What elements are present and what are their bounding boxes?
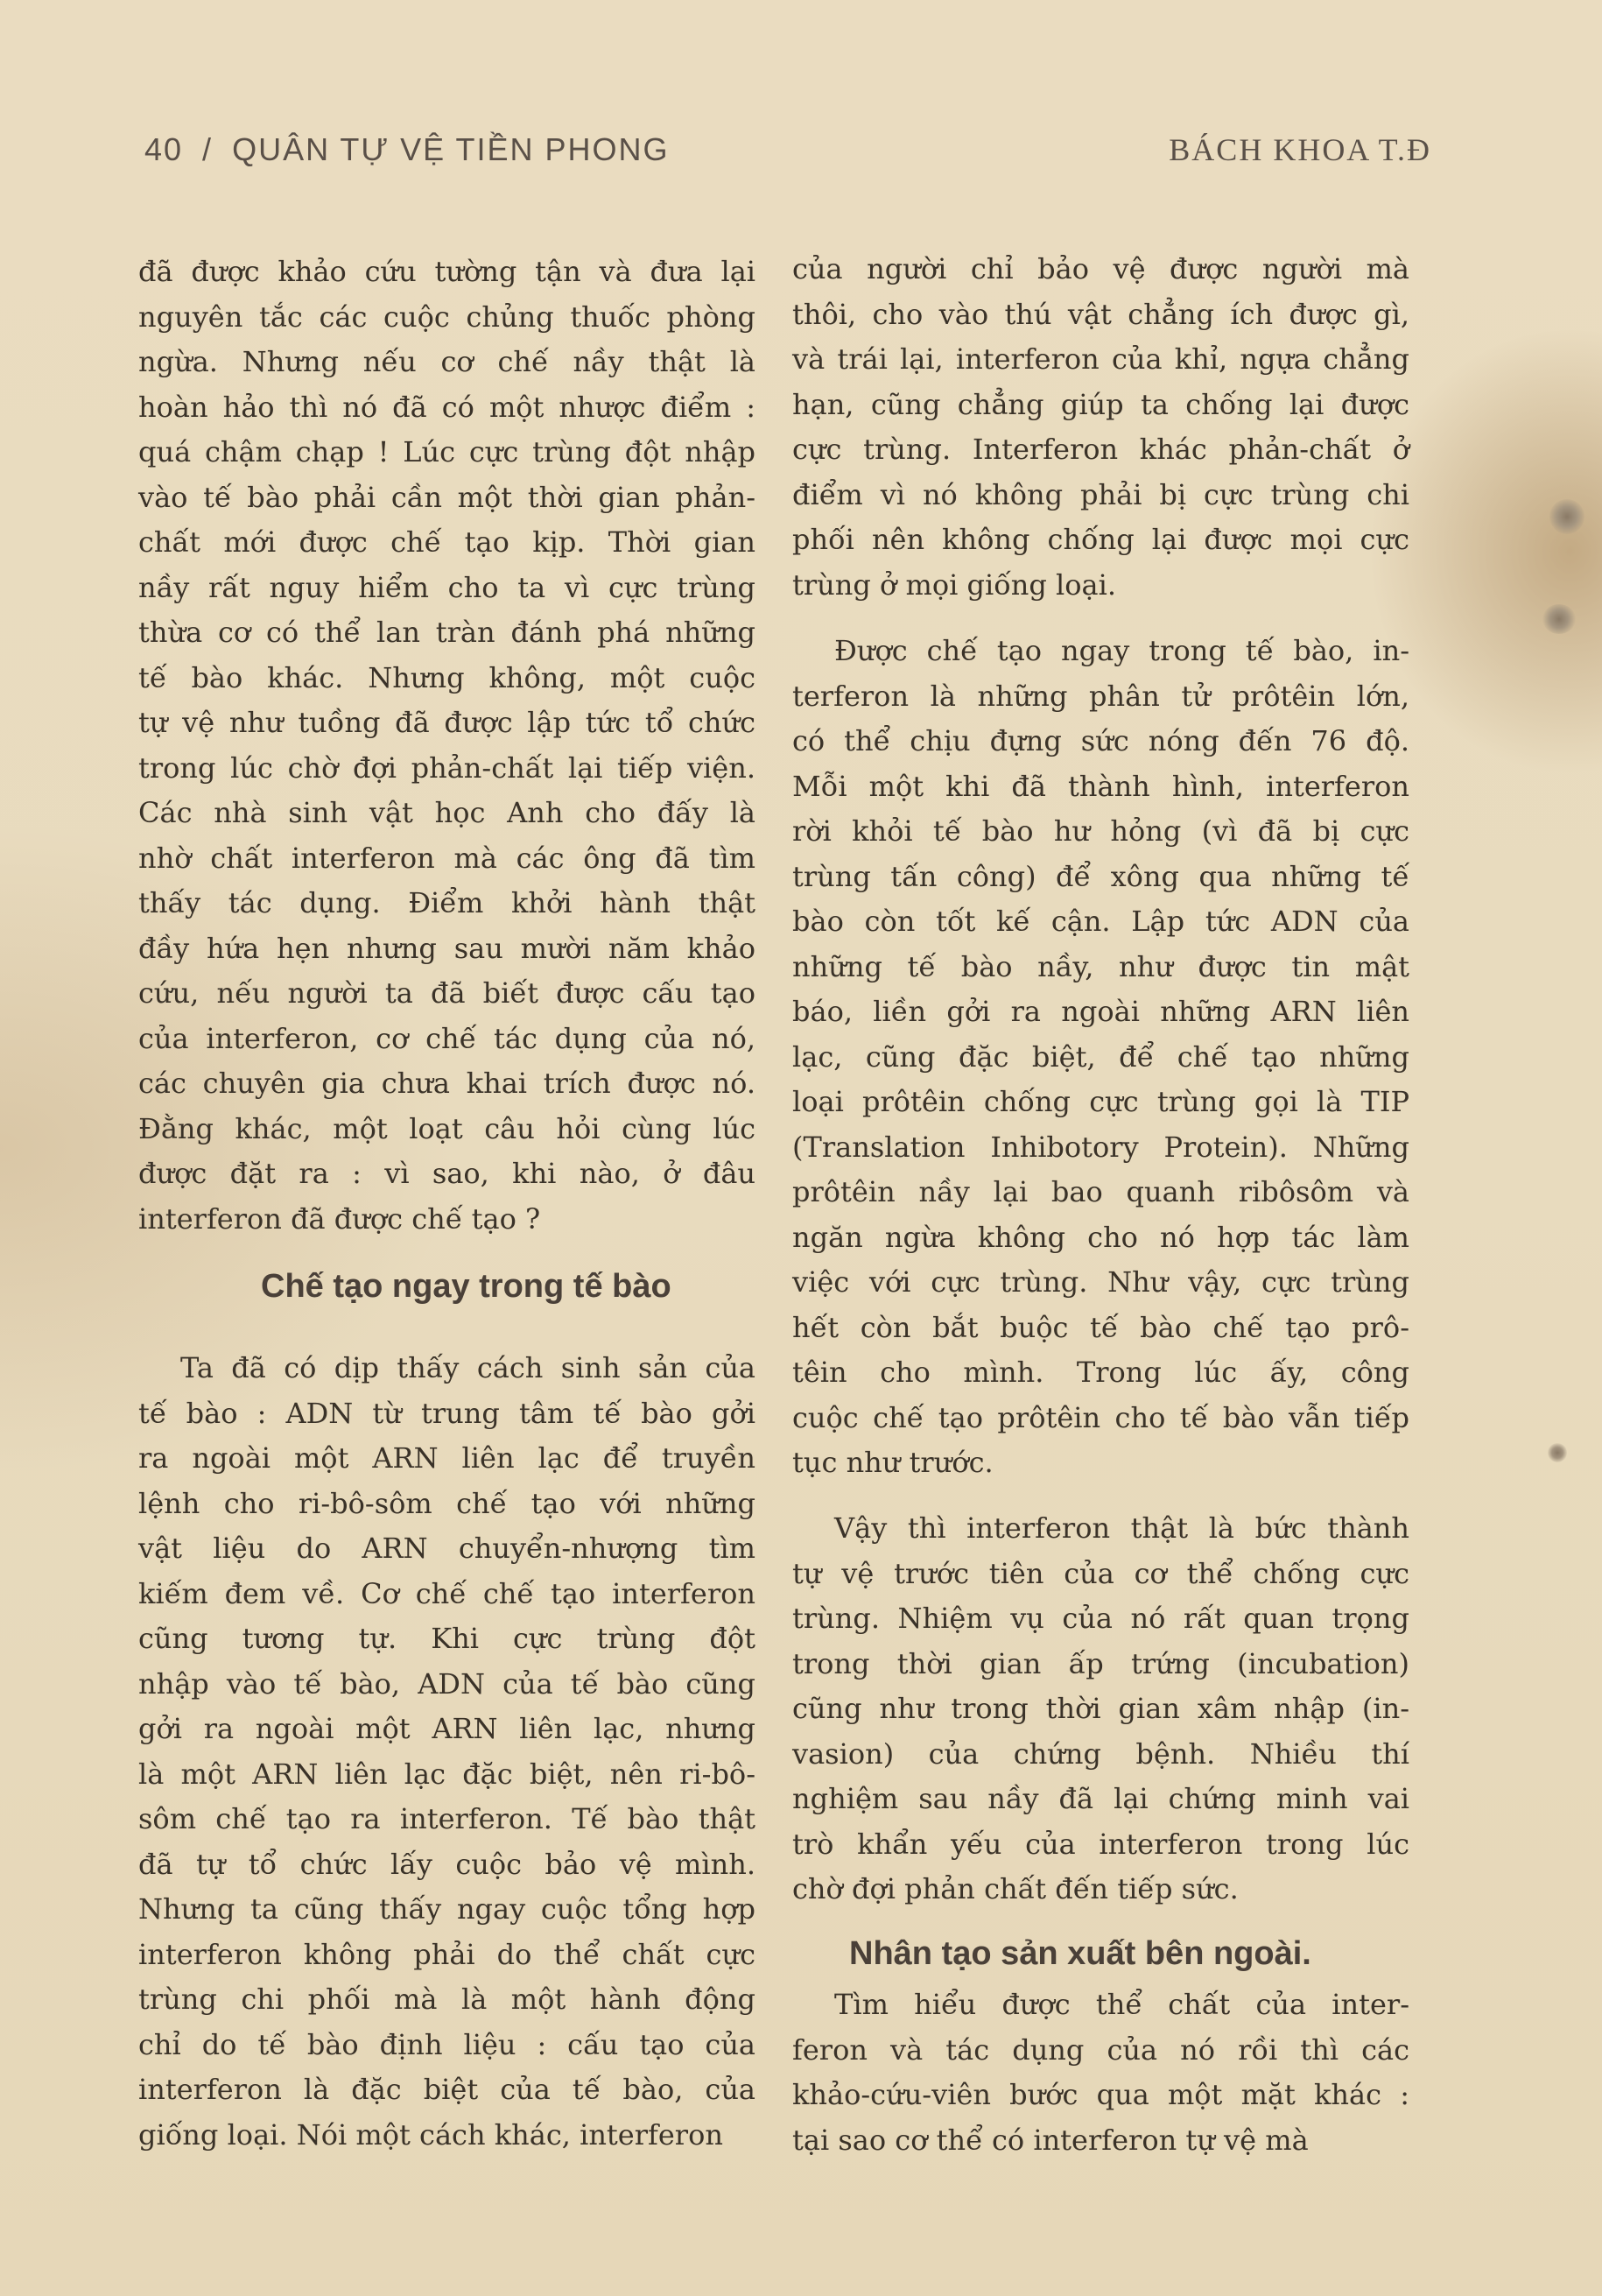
text-line: chờ đợi phản chất đến tiếp sức. xyxy=(792,1872,1239,1905)
text-line: Ta đã có dịp thấy cách sinh sản của xyxy=(180,1351,755,1384)
left-column-lower xyxy=(138,1346,755,2158)
text-line: nhờ chất interferon mà các ông đã tìm xyxy=(138,841,755,875)
text-line: rời khỏi tế bào hư hỏng (vì đã bị cực xyxy=(792,814,1409,848)
text-line: ra ngoài một ARN liên lạc để truyền xyxy=(138,1441,755,1475)
text-line: khảo-cứu-viên bước qua một mặt khác : xyxy=(792,2078,1409,2111)
text-line: kiếm đem về. Cơ chế chế tạo interferon xyxy=(138,1576,755,1610)
text-line: tục như trước. xyxy=(792,1446,994,1479)
text-line: interferon là đặc biệt của tế bào, của xyxy=(138,2073,755,2106)
text-line: chất mới được chế tạo kịp. Thời gian xyxy=(138,525,755,559)
text-line: nguyên tắc các cuộc chủng thuốc phòng xyxy=(138,299,755,334)
paragraph xyxy=(138,1346,755,2158)
text-line: chỉ do tế bào định liệu : cấu tạo của xyxy=(138,2027,755,2061)
section-heading: Chế tạo ngay trong tế bào xyxy=(261,1268,671,1305)
right-column-p4 xyxy=(792,1983,1409,2163)
text-line: Nhưng ta cũng thấy ngay cuộc tổng hợp xyxy=(138,1892,755,1926)
text-line: nầy rất nguy hiểm cho ta vì cực trùng xyxy=(138,570,755,604)
text-line: những tế bào nầy, như được tin mật xyxy=(792,949,1409,983)
text-line: ngăn ngừa không cho nó hợp tác làm xyxy=(792,1220,1409,1254)
text-line: đã được khảo cứu tường tận và đưa lại xyxy=(138,255,755,288)
text-line: có thể chịu đựng sức nóng đến 76 độ. xyxy=(792,724,1409,757)
text-line: Các nhà sinh vật học Anh cho đấy là xyxy=(138,796,755,829)
text-line: tế bào khác. Nhưng không, một cuộc xyxy=(138,660,755,694)
text-line: terferon là những phân tử prôtêin lớn, xyxy=(792,679,1409,713)
text-line: sôm chế tạo ra interferon. Tế bào thật xyxy=(138,1802,755,1835)
paragraph xyxy=(792,629,1409,1486)
text-line: tự vệ như tuồng đã được lập tức tổ chức xyxy=(138,706,755,739)
text-line: việc với cực trùng. Như vậy, cực trùng xyxy=(792,1265,1409,1299)
left-column xyxy=(138,250,755,1242)
text-line: nghiệm sau nầy đã lại chứng minh vai xyxy=(792,1782,1409,1815)
text-line: têin cho mình. Trong lúc ấy, công xyxy=(792,1356,1409,1389)
text-line: lạc, cũng đặc biệt, để chế tạo những xyxy=(792,1039,1409,1074)
text-line: và trái lại, interferon của khỉ, ngựa chẳng xyxy=(792,342,1409,376)
text-line: cuộc chế tạo prôtêin cho tế bào vẫn tiếp xyxy=(792,1400,1409,1434)
text-line: cũng như trong thời gian xâm nhập (in- xyxy=(792,1692,1409,1725)
text-line: (Translation Inhibotory Protein). Những xyxy=(792,1130,1409,1164)
text-line: vasion) của chứng bệnh. Nhiều thí xyxy=(792,1736,1409,1771)
text-line: Đằng khác, một loạt câu hỏi cùng lúc xyxy=(138,1111,755,1145)
text-line: thừa cơ có thể lan tràn đánh phá những xyxy=(138,616,755,649)
text-line: vào tế bào phải cần một thời gian phản- xyxy=(138,480,755,514)
header-separator: / xyxy=(202,131,214,167)
text-line: feron và tác dụng của nó rồi thì các xyxy=(792,2032,1409,2067)
text-line: trùng tấn công) để xông qua những tế xyxy=(792,859,1409,893)
text-line: gởi ra ngoài một ARN liên lạc, nhưng xyxy=(138,1712,755,1745)
text-line: Vậy thì interferon thật là bức thành xyxy=(834,1511,1409,1545)
text-line: ngừa. Nhưng nếu cơ chế nầy thật là xyxy=(138,345,755,378)
section-heading: Nhân tạo sản xuất bên ngoài. xyxy=(849,1935,1311,1972)
journal-title: BÁCH KHOA T.Đ xyxy=(1169,132,1431,167)
text-line: tại sao cơ thể có interferon tự vệ mà xyxy=(792,2123,1309,2157)
ink-stain xyxy=(1548,1443,1567,1462)
text-line: trong thời gian ấp trứng (incubation) xyxy=(792,1646,1409,1680)
text-line: nhập vào tế bào, ADN của tế bào cũng xyxy=(138,1666,755,1701)
text-line: cũng tương tự. Khi cực trùng đột xyxy=(138,1622,755,1655)
text-line: thấy tác dụng. Điểm khởi hành thật xyxy=(138,886,755,919)
text-line: lệnh cho ri-bô-sôm chế tạo với những xyxy=(138,1486,755,1520)
text-line: cứu, nếu người ta đã biết được cấu tạo xyxy=(138,976,755,1010)
text-line: trong lúc chờ đợi phản-chất lại tiếp viện. xyxy=(138,750,755,785)
section-title: QUÂN TỰ VỆ TIỀN PHONG xyxy=(232,131,670,167)
header-left xyxy=(144,131,670,168)
ink-stain xyxy=(1549,499,1584,534)
text-line: là một ARN liên lạc đặc biệt, nên ri-bô- xyxy=(138,1757,755,1791)
ink-stain xyxy=(1542,604,1576,634)
text-line: thôi, cho vào thú vật chẳng ích được gì, xyxy=(792,297,1409,331)
paragraph xyxy=(792,1506,1409,1912)
text-line: tự vệ trước tiên của cơ thể chống cực xyxy=(792,1556,1409,1590)
text-line: trùng chi phối mà là một hành động xyxy=(138,1983,755,2016)
text-line: giống loại. Nói một cách khác, interferon xyxy=(138,2117,723,2152)
text-line: của người chỉ bảo vệ được người mà xyxy=(792,252,1409,285)
text-line: vật liệu do ARN chuyển-nhượng tìm xyxy=(138,1532,755,1565)
text-line: loại prôtêin chống cực trùng gọi là TIP xyxy=(792,1085,1409,1118)
paragraph xyxy=(792,1983,1409,2163)
text-line: Tìm hiểu được thể chất của inter- xyxy=(834,1988,1409,2021)
text-line: hạn, cũng chẳng giúp ta chống lại được xyxy=(792,387,1409,421)
right-column-p2 xyxy=(792,629,1409,1486)
right-column-p3 xyxy=(792,1506,1409,1912)
text-line: trò khẩn yếu của interferon trong lúc xyxy=(792,1827,1409,1861)
text-line: phối nên không chống lại được mọi cực xyxy=(792,523,1409,556)
right-column xyxy=(792,247,1409,608)
text-line: hoàn hảo thì nó đã có một nhược điểm : xyxy=(138,390,755,424)
text-line: trùng ở mọi giống loại. xyxy=(792,567,1117,602)
text-line: báo, liền gởi ra ngoài những ARN liên xyxy=(792,995,1409,1028)
text-line: bào còn tốt kế cận. Lập tức ADN của xyxy=(792,905,1409,938)
text-line: đã tự tổ chức lấy cuộc bảo vệ mình. xyxy=(138,1847,755,1881)
paragraph xyxy=(792,247,1409,608)
page-header xyxy=(144,131,1431,184)
text-line: Được chế tạo ngay trong tế bào, in- xyxy=(834,634,1409,667)
text-line: được đặt ra : vì sao, khi nào, ở đâu xyxy=(138,1157,755,1190)
text-line: prôtêin nầy lại bao quanh ribôsôm và xyxy=(792,1175,1409,1208)
text-line: tế bào : ADN từ trung tâm tế bào gởi xyxy=(138,1396,755,1430)
text-line: Mỗi một khi đã thành hình, interferon xyxy=(792,769,1409,803)
text-line: của interferon, cơ chế tác dụng của nó, xyxy=(138,1021,755,1055)
text-line: hết còn bắt buộc tế bào chế tạo prô- xyxy=(792,1310,1409,1344)
text-line: các chuyên gia chưa khai trích được nó. xyxy=(138,1067,755,1100)
text-line: điểm vì nó không phải bị cực trùng chi xyxy=(792,477,1409,511)
text-line: cực trùng. Interferon khác phản-chất ở xyxy=(792,433,1409,466)
text-line: quá chậm chạp ! Lúc cực trùng đột nhập xyxy=(138,435,755,468)
text-line: interferon đã được chế tạo ? xyxy=(138,1201,541,1236)
text-line: trùng. Nhiệm vụ của nó rất quan trọng xyxy=(792,1602,1409,1635)
text-line: đầy hứa hẹn nhưng sau mười năm khảo xyxy=(138,931,755,965)
text-line: interferon không phải do thể chất cực xyxy=(138,1937,755,1971)
page-number: 40 xyxy=(144,131,184,167)
paragraph xyxy=(138,250,755,1242)
